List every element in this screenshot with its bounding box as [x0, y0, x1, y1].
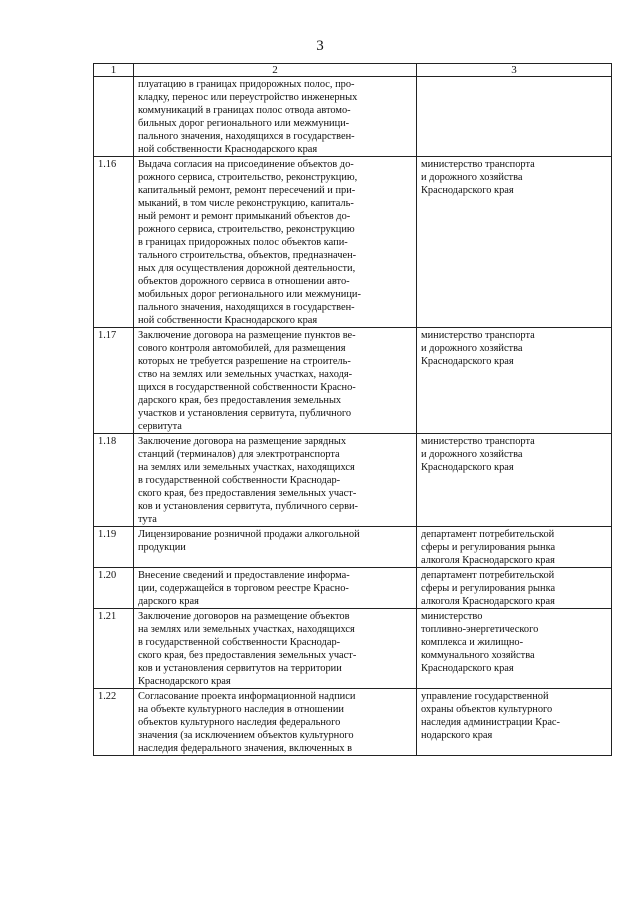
service-description-line: ство на землях или земельных участках, находя-	[138, 369, 353, 380]
responsible-authority-line: Краснодарского края	[421, 356, 514, 367]
service-description	[134, 527, 417, 568]
row-number: 1.20	[94, 568, 134, 609]
service-description-line: ков и установления сервитута, публичного серви-	[138, 501, 359, 512]
service-description-line: Согласование проекта информационной надписи	[138, 691, 356, 702]
service-description-line: мобильных дорог регионального или межмуници-	[138, 289, 361, 300]
responsible-authority-line: и дорожного хозяйства	[421, 449, 523, 460]
row-number: 1.22	[94, 689, 134, 756]
service-description-line: тального строительства, объектов, предназначен-	[138, 250, 357, 261]
service-description	[134, 568, 417, 609]
responsible-authority	[417, 328, 612, 434]
responsible-authority-line: министерство	[421, 611, 483, 622]
service-description-line: Заключение договоров на размещение объектов	[138, 611, 350, 622]
service-description-line: дарского края	[138, 596, 199, 607]
responsible-authority-line: Краснодарского края	[421, 663, 514, 674]
row-number: 1.17	[94, 328, 134, 434]
column-header-authority: 3	[417, 64, 612, 77]
table-row	[94, 328, 612, 434]
service-description-line: Заключение договора на размещение пунктов ве-	[138, 330, 356, 341]
service-description	[134, 157, 417, 328]
responsible-authority-line: сферы и регулирования рынка	[421, 542, 556, 553]
responsible-authority-line: Краснодарского края	[421, 185, 514, 196]
table-row	[94, 157, 612, 328]
service-description-line: рожного сервиса, строительство, реконструкцию	[138, 224, 355, 235]
service-description-line: в границах придорожных полос объектов капи-	[138, 237, 348, 248]
responsible-authority	[417, 157, 612, 328]
service-description-line: капитальный ремонт, ремонт пересечений и при-	[138, 185, 356, 196]
service-description-line: пального значения, находящихся в государствен-	[138, 302, 355, 313]
row-number: 1.21	[94, 609, 134, 689]
service-description-line: Выдача согласия на присоединение объектов до-	[138, 159, 354, 170]
service-description-line: дарского края, без предоставления земельных	[138, 395, 342, 406]
service-description-line: Заключение договора на размещение зарядных	[138, 436, 347, 447]
responsible-authority-line: комплекса и жилищно-	[421, 637, 524, 648]
service-description	[134, 609, 417, 689]
service-description-line: объектов дорожного сервиса в отношении авто-	[138, 276, 350, 287]
service-description-line: Краснодарского края	[138, 676, 231, 687]
service-description-line: пального значения, находящихся в государствен-	[138, 131, 355, 142]
service-description-line: Лицензирование розничной продажи алкогольной	[138, 529, 360, 540]
table-row	[94, 609, 612, 689]
table-row	[94, 527, 612, 568]
service-description-line: ции, содержащейся в торговом реестре Красно-	[138, 583, 349, 594]
responsible-authority	[417, 609, 612, 689]
table-row	[94, 77, 612, 157]
responsible-authority-line: коммунального хозяйства	[421, 650, 535, 661]
page-number: 3	[316, 38, 324, 54]
row-number: 1.16	[94, 157, 134, 328]
row-number	[94, 77, 134, 157]
table-row	[94, 568, 612, 609]
service-description-line: мыканий, в том числе реконструкцию, капиталь-	[138, 198, 354, 209]
service-description-line: в государственной собственности Краснодар-	[138, 475, 341, 486]
service-description-line: которых не требуется разрешение на строитель-	[138, 356, 351, 367]
service-description-line: объектов культурного наследия федерального	[138, 717, 341, 728]
service-description-line: на объекте культурного наследия в отношении	[138, 704, 344, 715]
responsible-authority-line: наследия администрации Крас-	[421, 717, 561, 728]
service-description-line: тута	[138, 514, 157, 525]
service-description-line: плуатацию в границах придорожных полос, про-	[138, 79, 355, 90]
responsible-authority	[417, 77, 612, 157]
service-description-line: ной собственности Краснодарского края	[138, 144, 318, 155]
services-table	[93, 63, 612, 756]
responsible-authority-line: департамент потребительской	[421, 529, 555, 540]
service-description-line: на землях или земельных участках, находящихся	[138, 624, 355, 635]
table-body	[94, 77, 612, 756]
service-description-line: сового контроля автомобилей, для размещения	[138, 343, 346, 354]
column-header-service: 2	[134, 64, 417, 77]
row-number: 1.19	[94, 527, 134, 568]
service-description-line: значения (за исключением объектов культурного	[138, 730, 354, 741]
service-description-line: ков и установления сервитутов на территории	[138, 663, 342, 674]
responsible-authority-line: и дорожного хозяйства	[421, 343, 523, 354]
responsible-authority-line: охраны объектов культурного	[421, 704, 553, 715]
responsible-authority-line: алкоголя Краснодарского края	[421, 555, 555, 566]
service-description-line: станций (терминалов) для электротранспорта	[138, 449, 340, 460]
service-description-line: бильных дорог регионального или межмуници-	[138, 118, 350, 129]
table-row	[94, 434, 612, 527]
service-description	[134, 689, 417, 756]
service-description-line: рожного сервиса, строительство, реконструкцию,	[138, 172, 358, 183]
service-description-line: коммуникаций в границах полос отвода автомо-	[138, 105, 351, 116]
responsible-authority-line: министерство транспорта	[421, 159, 535, 170]
table-header-row	[94, 64, 612, 77]
service-description	[134, 328, 417, 434]
responsible-authority-line: управление государственной	[421, 691, 549, 702]
service-description-line: в государственной собственности Краснодар-	[138, 637, 341, 648]
service-description-line: ной собственности Краснодарского края	[138, 315, 318, 326]
responsible-authority-line: департамент потребительской	[421, 570, 555, 581]
service-description	[134, 77, 417, 157]
service-description-line: ского края, без предоставления земельных участ-	[138, 488, 357, 499]
responsible-authority-line: министерство транспорта	[421, 436, 535, 447]
service-description-line: ных для осуществления дорожной деятельности,	[138, 263, 356, 274]
service-description-line: Внесение сведений и предоставление информа-	[138, 570, 350, 581]
responsible-authority-line: топливно-энергетического	[421, 624, 539, 635]
service-description-line: щихся в государственной собственности Красно-	[138, 382, 356, 393]
service-description-line: участков и установления сервитута, публичного	[138, 408, 352, 419]
service-description	[134, 434, 417, 527]
row-number: 1.18	[94, 434, 134, 527]
responsible-authority-line: и дорожного хозяйства	[421, 172, 523, 183]
responsible-authority-line: сферы и регулирования рынка	[421, 583, 556, 594]
responsible-authority-line: алкоголя Краснодарского края	[421, 596, 555, 607]
responsible-authority-line: нодарского края	[421, 730, 493, 741]
table-row	[94, 689, 612, 756]
responsible-authority-line: министерство транспорта	[421, 330, 535, 341]
service-description-line: кладку, перенос или переустройство инженерных	[138, 92, 358, 103]
responsible-authority	[417, 527, 612, 568]
service-description-line: сервитута	[138, 421, 182, 432]
service-description-line: наследия федерального значения, включенных в	[138, 743, 353, 754]
service-description-line: ный ремонт и ремонт примыканий объектов до-	[138, 211, 351, 222]
responsible-authority	[417, 689, 612, 756]
column-header-number: 1	[94, 64, 134, 77]
responsible-authority-line: Краснодарского края	[421, 462, 514, 473]
responsible-authority	[417, 568, 612, 609]
service-description-line: ского края, без предоставления земельных участ-	[138, 650, 357, 661]
responsible-authority	[417, 434, 612, 527]
service-description-line: на землях или земельных участках, находящихся	[138, 462, 355, 473]
service-description-line: продукции	[138, 542, 186, 553]
